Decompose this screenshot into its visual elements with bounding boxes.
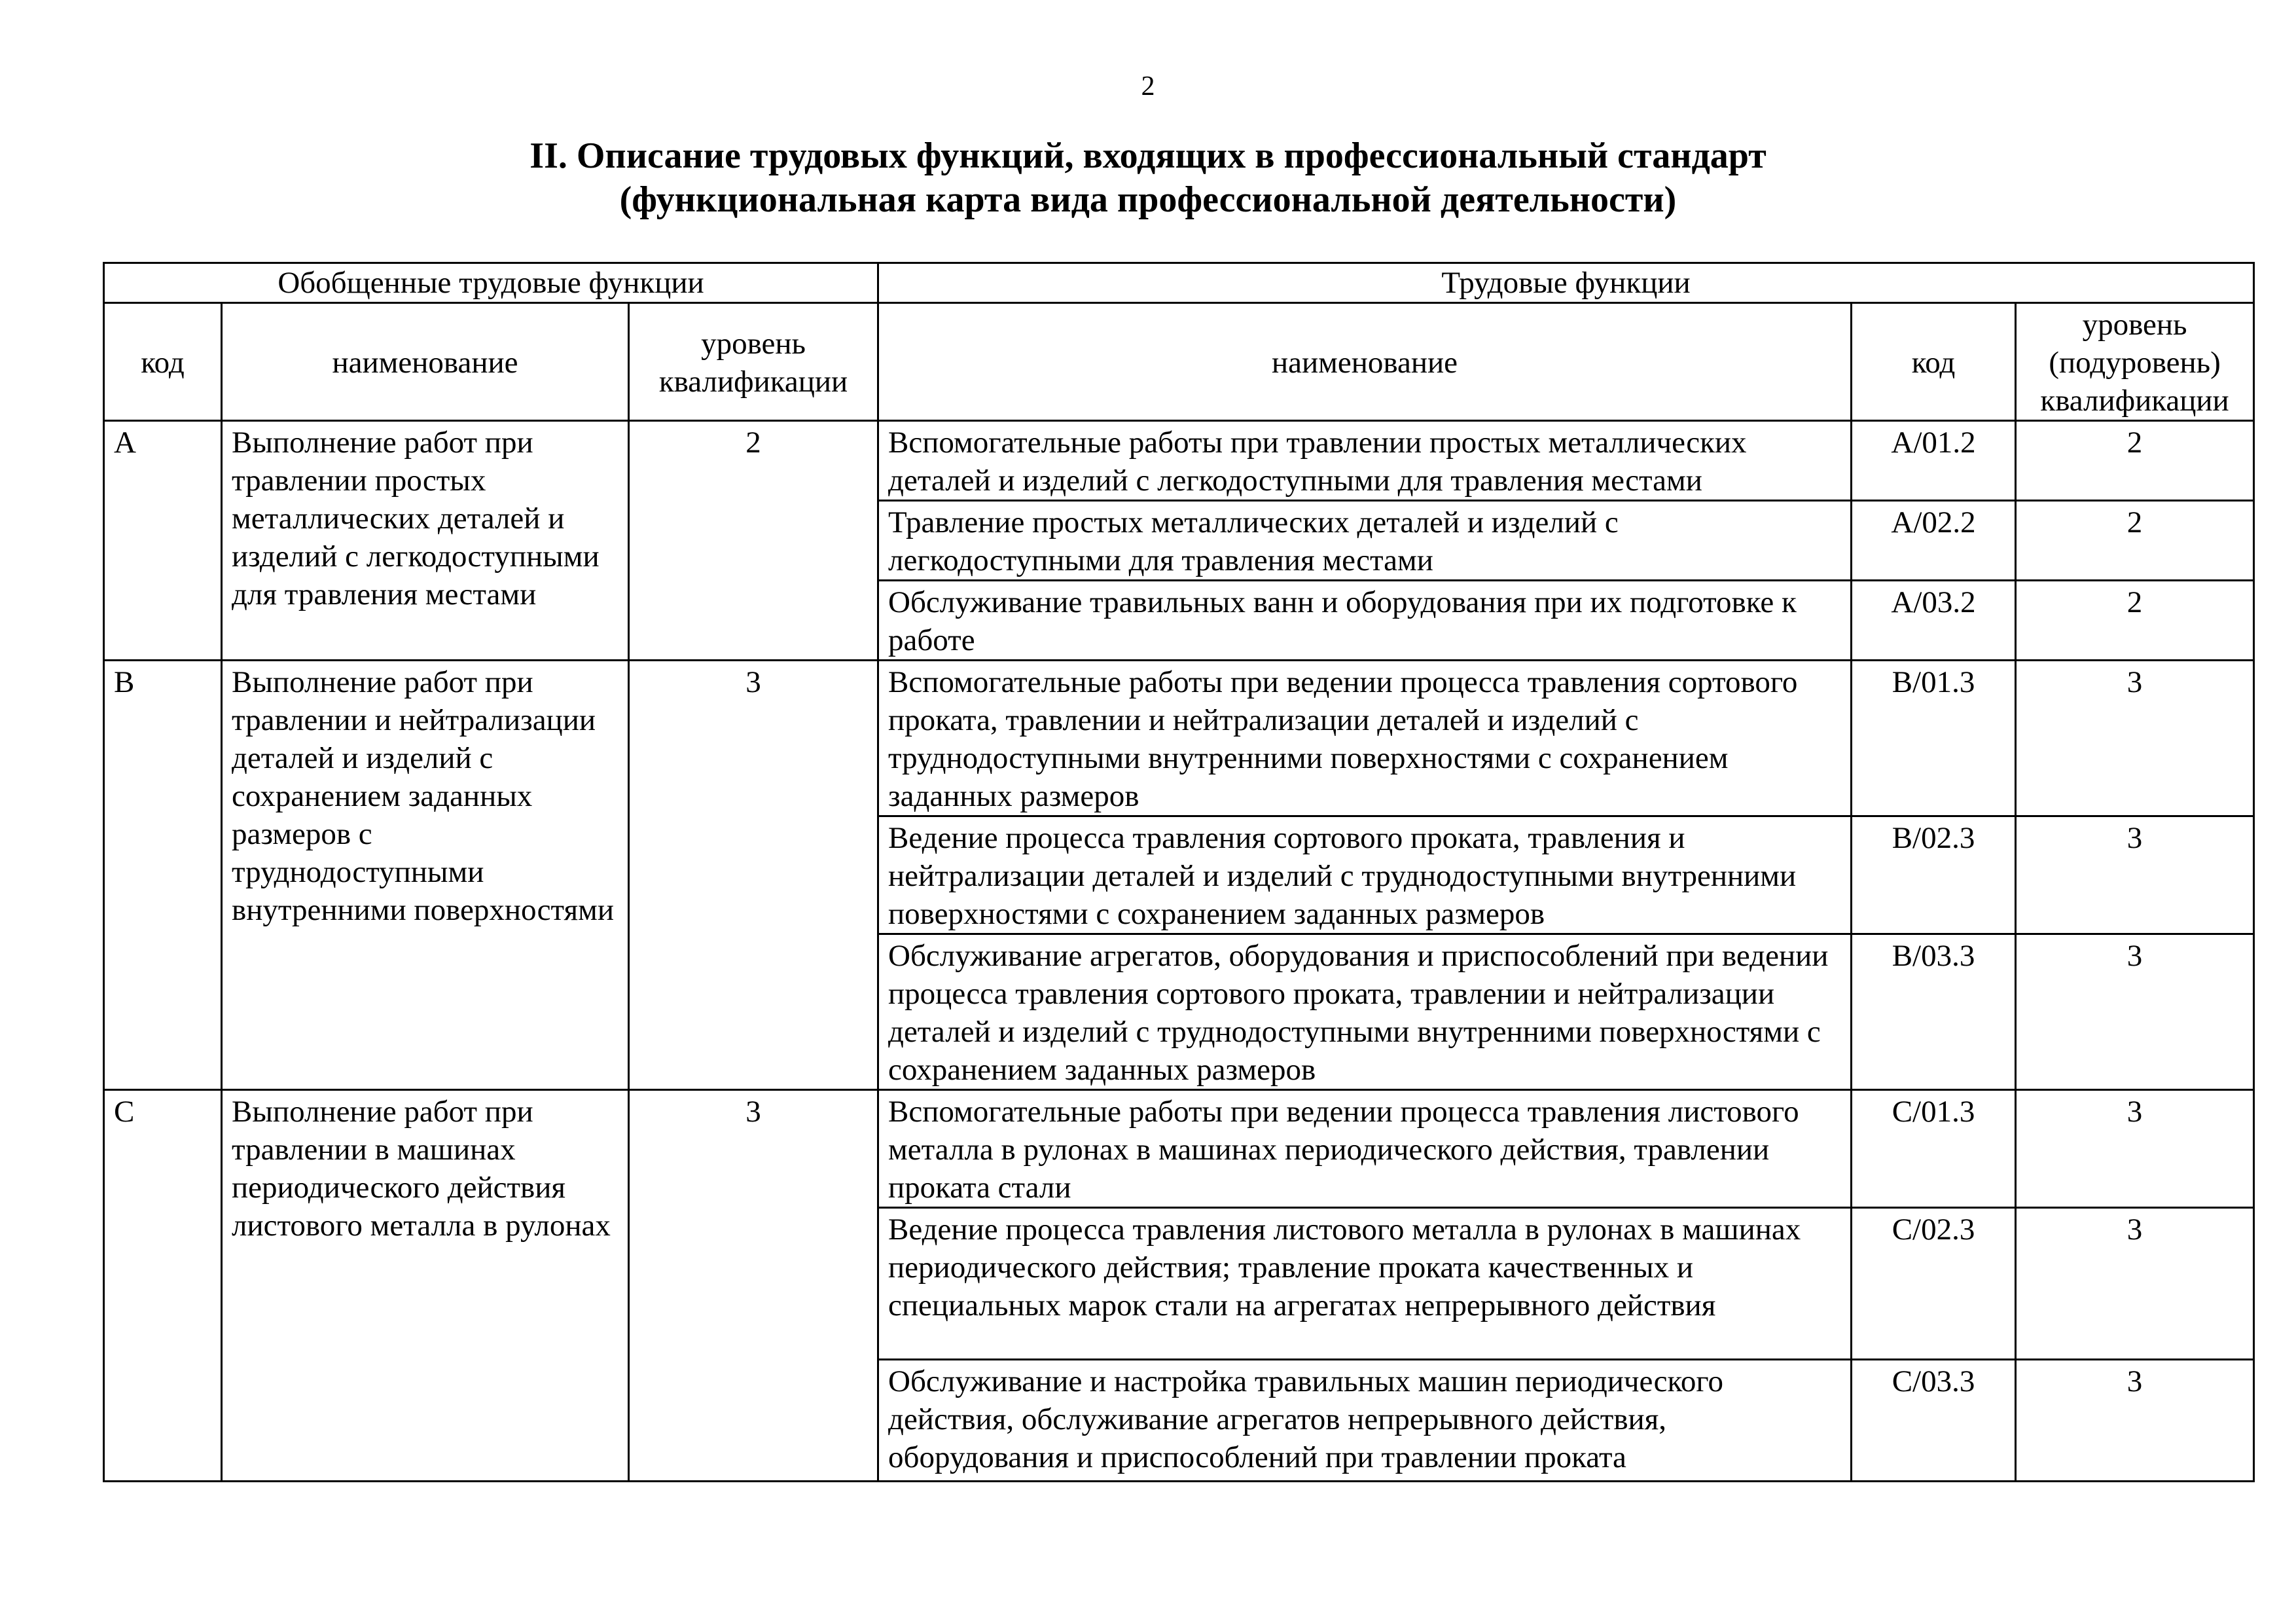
function-name: Ведение процесса травления сортового проката, травления и нейтрализации деталей и изделий с труднодоступными внутренними поверхностями с сохранением заданных размеров [878,816,1852,934]
function-name: Вспомогательные работы при ведении процесса травления листового металла в рулонах в машинах периодического действия, травлении проката стали [878,1090,1852,1208]
function-name: Обслуживание травильных ванн и оборудования при их подготовке к работе [878,581,1852,661]
function-level: 3 [2016,661,2254,816]
function-level: 3 [2016,1090,2254,1208]
table-row [104,421,2254,501]
table-column-header-row [104,303,2254,421]
group-level: 3 [629,1090,878,1482]
column-header-code: код [104,303,222,421]
function-level: 3 [2016,816,2254,934]
function-name: Травление простых металлических деталей и изделий с легкодоступными для травления местами [878,501,1852,581]
function-code: В/03.3 [1852,934,2016,1090]
column-header-function-code: код [1852,303,2016,421]
function-level: 3 [2016,934,2254,1090]
group-name: Выполнение работ при травлении простых металлических деталей и изделий с легкодоступными для травления местами [222,421,629,661]
column-header-level: уровень квалификации [629,303,878,421]
functional-map-table [103,262,2255,1482]
group-level: 3 [629,661,878,1090]
group-code: A [104,421,222,661]
page-number: 2 [1141,71,1155,101]
section-title-line-1: II. Описание трудовых функций, входящих в профессиональный стандарт [529,136,1767,176]
table-row [104,1090,2254,1208]
section-title [0,134,2296,222]
column-header-function-name: наименование [878,303,1852,421]
function-code: В/01.3 [1852,661,2016,816]
labor-functions-header: Трудовые функции [878,263,2254,303]
function-name: Вспомогательные работы при ведении процесса травления сортового проката, травлении и нейтрализации деталей и изделий с труднодоступными внутренними поверхностями с сохранением заданных размеров [878,661,1852,816]
group-code: B [104,661,222,1090]
group-name: Выполнение работ при травлении в машинах периодического действия листового металла в рулонах [222,1090,629,1482]
table-row [104,661,2254,816]
function-code: С/02.3 [1852,1208,2016,1360]
generalized-functions-header: Обобщенные трудовые функции [104,263,878,303]
function-level: 2 [2016,421,2254,501]
function-code: А/03.2 [1852,581,2016,661]
function-name: Вспомогательные работы при травлении простых металлических деталей и изделий с легкодоступными для травления местами [878,421,1852,501]
group-code: C [104,1090,222,1482]
function-code: А/02.2 [1852,501,2016,581]
group-level: 2 [629,421,878,661]
function-code: С/01.3 [1852,1090,2016,1208]
column-header-function-level: уровень (подуровень) квалификации [2016,303,2254,421]
function-level: 3 [2016,1208,2254,1360]
column-header-name: наименование [222,303,629,421]
section-title-line-2: (функциональная карта вида профессиональной деятельности) [619,179,1677,220]
table-group-header-row [104,263,2254,303]
function-level: 3 [2016,1360,2254,1482]
function-code: С/03.3 [1852,1360,2016,1482]
function-name: Обслуживание и настройка травильных машин периодического действия, обслуживание агрегатов непрерывного действия, оборудования и приспособлений при травлении проката [878,1360,1852,1482]
function-name: Ведение процесса травления листового металла в рулонах в машинах периодического действия; травление проката качественных и специальных марок стали на агрегатах непрерывного действия [878,1208,1852,1360]
group-name: Выполнение работ при травлении и нейтрализации деталей и изделий с сохранением заданных размеров с труднодоступными внутренними поверхностями [222,661,629,1090]
function-code: В/02.3 [1852,816,2016,934]
function-name: Обслуживание агрегатов, оборудования и приспособлений при ведении процесса травления сортового проката, травлении и нейтрализации деталей и изделий с труднодоступными внутренними поверхностями с сохранением заданных размеров [878,934,1852,1090]
function-level: 2 [2016,581,2254,661]
function-level: 2 [2016,501,2254,581]
function-code: А/01.2 [1852,421,2016,501]
